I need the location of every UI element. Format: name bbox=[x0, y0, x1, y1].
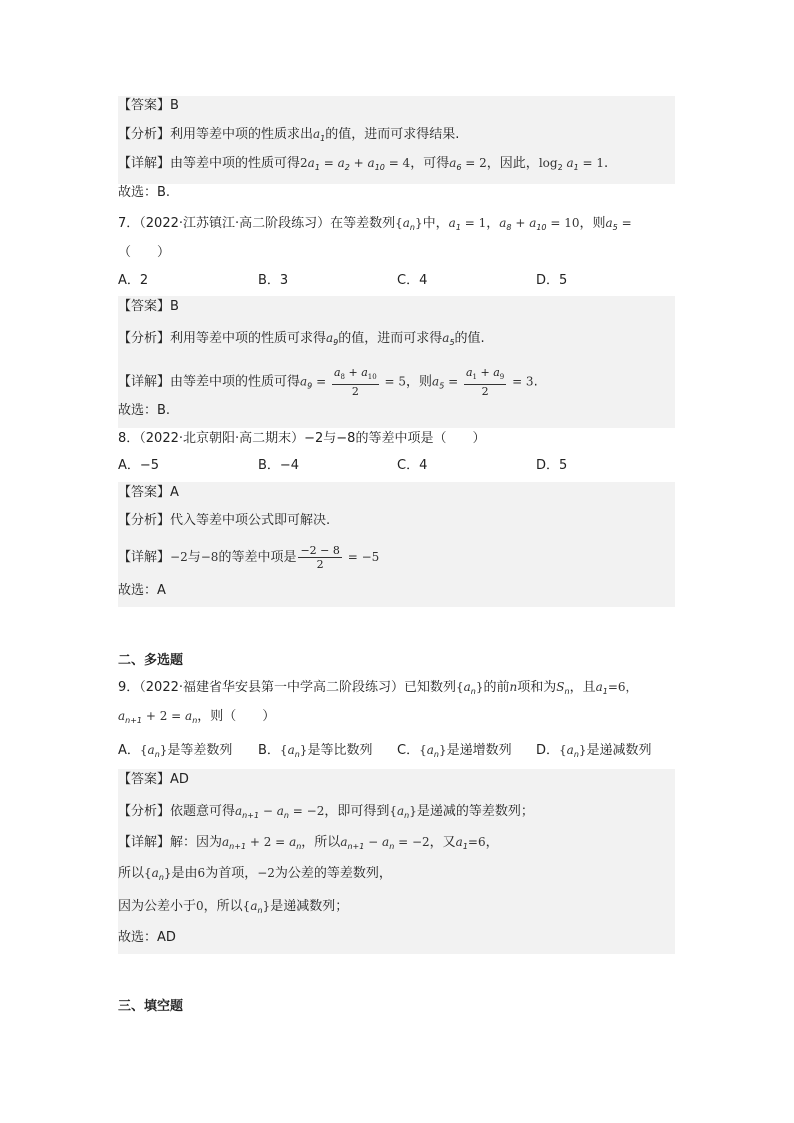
q7-stem-text: 7．（2022·江苏镇江·高二阶段练习）在等差数列 bbox=[118, 216, 396, 231]
q7-answer: 【答案】B bbox=[118, 299, 179, 314]
q9-line-b3: 是递减数列； bbox=[270, 899, 349, 914]
q9-option-b: B．$\{a_n\}$是等比数列 bbox=[258, 743, 373, 759]
q8-stem: 8．（2022·北京朝阳·高二期末）−2与−8的等差中项是（ ） bbox=[118, 431, 486, 446]
q9-option-b-text: 是等比数列 bbox=[307, 743, 373, 758]
q7-analysis-text: 【分析】利用等差中项的性质可求得 bbox=[118, 331, 327, 346]
q9-option-c-text: 是递增数列 bbox=[446, 743, 512, 758]
q9-analysis-mid: ，即可得到 bbox=[324, 804, 390, 819]
q8-fraction: $\frac{-2 - 8}{2}$ bbox=[300, 544, 340, 571]
answer-block-q9 bbox=[118, 769, 675, 954]
q9-stem-mid3: ，且 bbox=[569, 680, 596, 695]
q7-option-c: C．4 bbox=[397, 273, 428, 288]
q9-stem-text: 9．（2022·福建省华安县第一中学高二阶段练习）已知数列 bbox=[118, 680, 456, 695]
q7-fraction-1: $\frac{a_8 + a_{10}}{2}$ bbox=[333, 366, 377, 399]
q7-option-b: B．3 bbox=[258, 273, 289, 288]
q9-line-a-text: 所以 bbox=[118, 866, 145, 881]
q7-analysis: 【分析】利用等差中项的性质可求得$a_9$的值，进而可求得$a_5$的值. bbox=[118, 331, 485, 347]
q8-option-c: C．4 bbox=[397, 458, 428, 473]
q9-line-a: 所以$\{a_n\}$是由6为首项，−2为公差的等差数列， bbox=[118, 866, 392, 882]
q9-option-b-letter: B． bbox=[258, 743, 280, 758]
q9-conclusion: 故选：AD bbox=[118, 930, 176, 945]
q9-detail-text: 【详解】解：因为 bbox=[118, 835, 223, 850]
q7-conclusion: 故选：B. bbox=[118, 403, 171, 418]
q9-line-a4: 为公差的等差数列， bbox=[274, 866, 392, 881]
q9-line-b-text: 因为公差小于 bbox=[118, 899, 197, 914]
q6-detail-mid1: ，可得 bbox=[410, 156, 450, 171]
q6-conclusion: 故选：B. bbox=[118, 185, 171, 200]
q6-detail: 【详解】由等差中项的性质可得$2a_1 = a_2 + a_{10} = 4$，可得$a_6 = 2$，因此，$\log_2 a_1 = 1$. bbox=[118, 156, 609, 172]
q6-detail-end: . bbox=[604, 156, 609, 171]
q7-detail-end: . bbox=[533, 374, 538, 390]
q7-analysis-mid: 的值，进而可求得 bbox=[338, 331, 443, 346]
q7-stem: 7．（2022·江苏镇江·高二阶段练习）在等差数列$\{a_n\}$中，$a_1 = 1$，$a_8 + a_{10} = 10$，则$a_5$ = bbox=[118, 216, 632, 232]
q8-detail: 【详解】−2与−8的等差中项是 $\frac{-2 - 8}{2}$ = −5 bbox=[118, 544, 380, 571]
q6-detail-text: 【详解】由等差中项的性质可得 bbox=[118, 156, 301, 171]
q9-analysis-text: 【分析】依题意可得 bbox=[118, 804, 236, 819]
q6-detail-mid2: ，因此， bbox=[486, 156, 539, 171]
q9-line-a3: 为首项， bbox=[205, 866, 258, 881]
q8-option-b: B．−4 bbox=[258, 458, 300, 473]
q8-conclusion: 故选：A bbox=[118, 583, 166, 598]
q9-analysis: 【分析】依题意可得$a_{n+1} - a_n = -2$，即可得到$\{a_n\}$是递减的等差数列； bbox=[118, 804, 534, 820]
q7-fraction-2: $\frac{a_1 + a_9}{2}$ bbox=[465, 366, 505, 399]
q9-line-b: 因为公差小于0，所以$\{a_n\}$是递减数列； bbox=[118, 899, 349, 915]
q9-line-a2: 是由 bbox=[171, 866, 198, 881]
section-heading-fill-blank: 三、填空题 bbox=[118, 999, 184, 1014]
q9-detail-end: ， bbox=[485, 835, 499, 850]
q9-option-c: C．$\{a_n\}$是递增数列 bbox=[397, 743, 512, 759]
q8-answer: 【答案】A bbox=[118, 485, 179, 500]
q7-detail-mid: ，则 bbox=[406, 374, 433, 390]
q8-option-a: A．−5 bbox=[118, 458, 160, 473]
q9-analysis-suffix: 是递减的等差数列； bbox=[416, 804, 534, 819]
q7-stem-mid3: ，则 bbox=[579, 216, 606, 231]
q9-stem: 9．（2022·福建省华安县第一中学高二阶段练习）已知数列$\{a_n\}$的前n项和为$S_n$，且$a_1=6$， bbox=[118, 680, 638, 696]
q9-stem-mid1: 的前 bbox=[483, 680, 510, 695]
q6-analysis-text: 【分析】利用等差中项的性质求出 bbox=[118, 127, 314, 142]
q9-stem-line2-end: ，则（ ） bbox=[197, 709, 276, 724]
q9-detail-mid2: ，又 bbox=[429, 835, 456, 850]
q9-option-a: A．$\{a_n\}$是等差数列 bbox=[118, 743, 233, 759]
q7-detail-text: 【详解】由等差中项的性质可得 bbox=[118, 374, 301, 390]
q7-paren: （ ） bbox=[118, 245, 171, 260]
q7-detail: 【详解】由等差中项的性质可得$a_9$ = $\frac{a_8 + a_{10}}{2}$ = 5，则$a_5$ = $\frac{a_1 + a_9}{2}$ = 3. bbox=[118, 366, 538, 399]
q9-option-a-text: 是等差数列 bbox=[167, 743, 233, 758]
q7-option-d: D．5 bbox=[536, 273, 568, 288]
q6-analysis-suffix: 的值，进而可求得结果. bbox=[325, 127, 460, 142]
q6-answer: 【答案】B bbox=[118, 98, 179, 113]
q9-option-d-letter: D． bbox=[536, 743, 560, 758]
answer-block-q7 bbox=[118, 296, 675, 428]
q9-line-b2: ，所以 bbox=[203, 899, 243, 914]
q9-option-a-letter: A． bbox=[118, 743, 140, 758]
q6-analysis: 【分析】利用等差中项的性质求出$a_1$的值，进而可求得结果. bbox=[118, 127, 460, 143]
q9-answer: 【答案】AD bbox=[118, 772, 189, 787]
q7-stem-mid2: ， bbox=[486, 216, 500, 231]
q8-detail-mid: 的等差中项是 bbox=[218, 550, 297, 565]
q9-detail-mid1: ，所以 bbox=[301, 835, 341, 850]
q7-stem-mid1: 中， bbox=[422, 216, 449, 231]
q7-option-a: A．2 bbox=[118, 273, 149, 288]
q9-option-c-letter: C． bbox=[397, 743, 420, 758]
q8-analysis: 【分析】代入等差中项公式即可解决. bbox=[118, 513, 331, 528]
q7-analysis-suffix: 的值. bbox=[454, 331, 485, 346]
q9-detail: 【详解】解：因为$a_{n+1} + 2 = a_n$，所以$a_{n+1} - a_n = -2$，又$a_1=6$， bbox=[118, 835, 499, 851]
section-heading-multi-choice: 二、多选题 bbox=[118, 653, 184, 668]
q9-stem-line2: $a_{n+1} + 2 = a_n$，则（ ） bbox=[118, 709, 276, 725]
q8-detail-text: 【详解】 bbox=[118, 550, 171, 565]
q9-stem-mid2: 项和为 bbox=[517, 680, 557, 695]
q9-option-d-text: 是递减数列 bbox=[586, 743, 652, 758]
q8-option-d: D．5 bbox=[536, 458, 568, 473]
q9-option-d: D．$\{a_n\}$是递减数列 bbox=[536, 743, 652, 759]
